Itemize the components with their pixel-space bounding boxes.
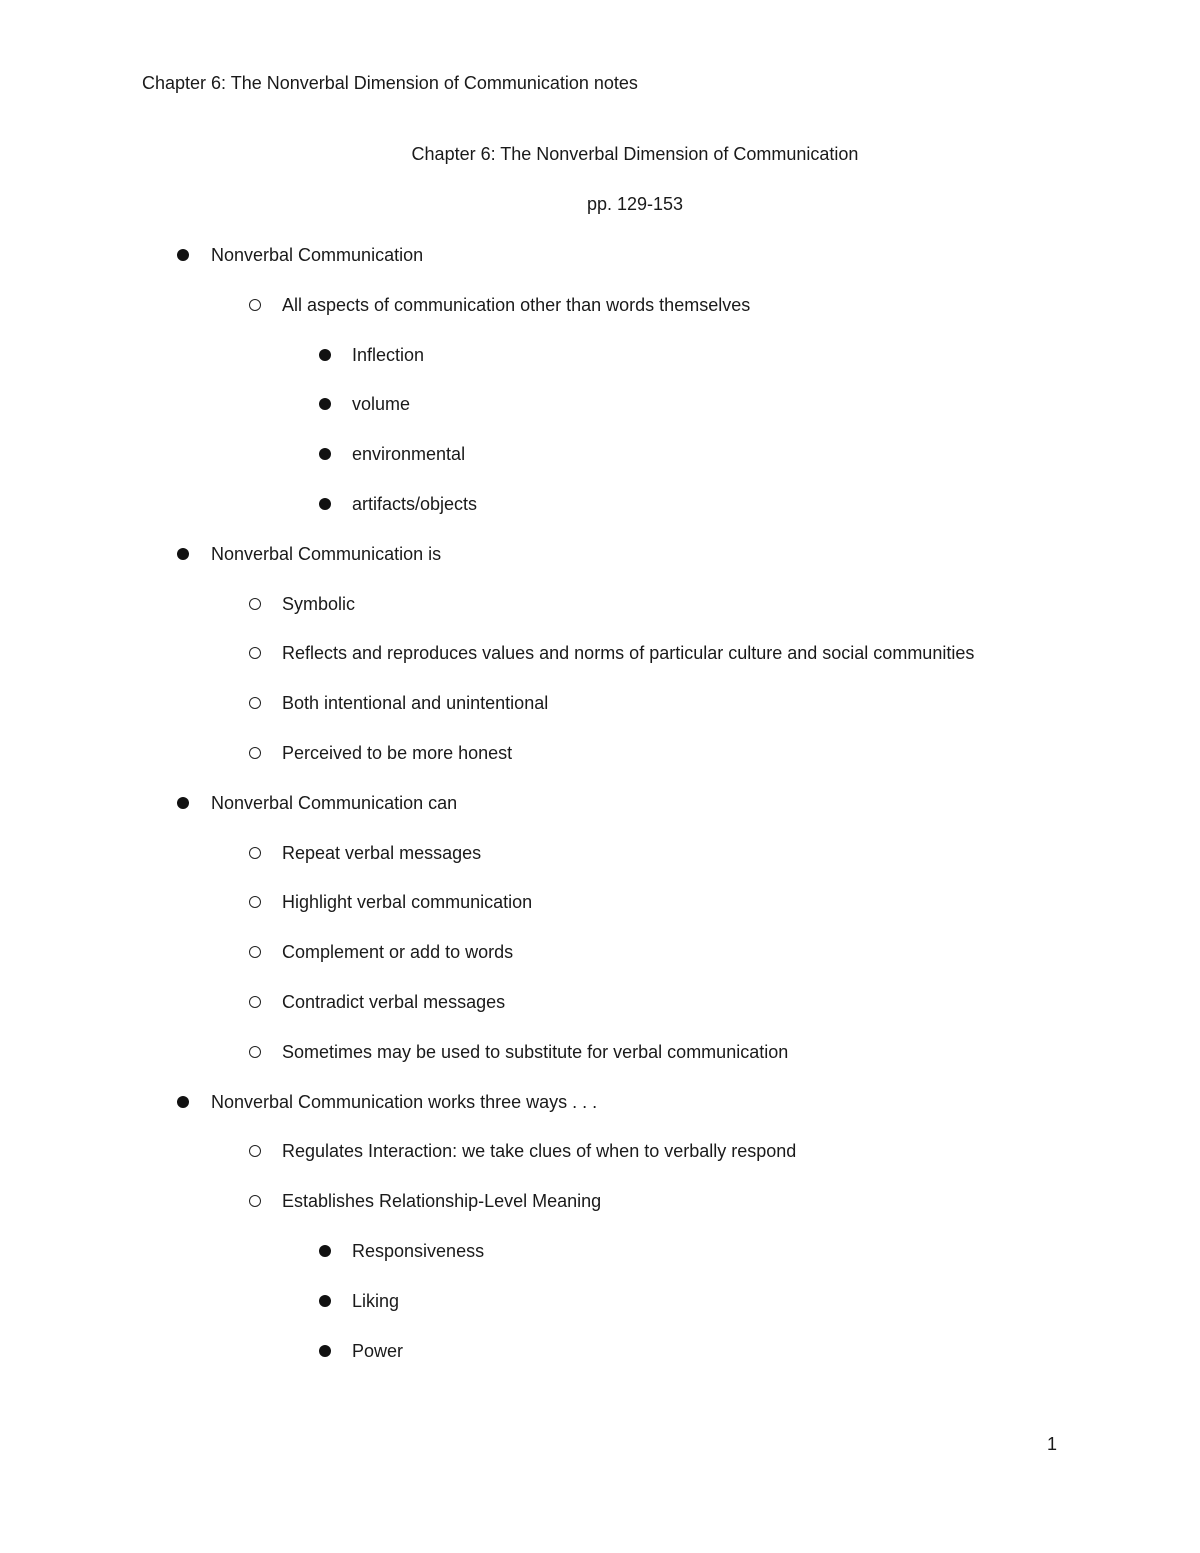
filled-bullet-icon — [319, 398, 331, 410]
hollow-bullet-icon — [249, 946, 261, 958]
list-item-text: Nonverbal Communication can — [211, 793, 458, 813]
list-item — [211, 792, 457, 814]
list-item — [282, 294, 750, 316]
chapter-title: Chapter 6: The Nonverbal Dimension of Communication — [411, 144, 859, 164]
list-item-text: Liking — [352, 1291, 400, 1311]
list-item-text: Power — [352, 1341, 404, 1361]
list-item-text: All aspects of communication other than words themselves — [282, 295, 751, 315]
document-header: Chapter 6: The Nonverbal Dimension of Communication notes — [142, 73, 638, 93]
hollow-bullet-icon — [249, 697, 261, 709]
list-item — [352, 393, 410, 415]
list-item-text: Repeat verbal messages — [282, 843, 482, 863]
list-item — [282, 1140, 796, 1162]
hollow-bullet-icon — [249, 647, 261, 659]
list-item — [352, 1290, 399, 1312]
list-item-text: Regulates Interaction: we take clues of when to verbally respond — [282, 1141, 797, 1161]
list-item — [282, 991, 505, 1013]
list-item — [352, 344, 424, 366]
hollow-bullet-icon — [249, 598, 261, 610]
filled-bullet-icon — [177, 797, 189, 809]
filled-bullet-icon — [319, 448, 331, 460]
list-item — [211, 244, 423, 266]
list-item — [352, 443, 465, 465]
filled-bullet-icon — [177, 1096, 189, 1108]
list-item-text: Both intentional and unintentional — [282, 693, 549, 713]
hollow-bullet-icon — [249, 1195, 261, 1207]
list-item-text: Responsiveness — [352, 1241, 485, 1261]
list-item-text: Establishes Relationship-Level Meaning — [282, 1191, 602, 1211]
hollow-bullet-icon — [249, 847, 261, 859]
list-item-text: Nonverbal Communication — [211, 245, 424, 265]
list-item-text: Nonverbal Communication is — [211, 544, 442, 564]
list-item-text: Symbolic — [282, 594, 356, 614]
list-item — [282, 642, 974, 664]
filled-bullet-icon — [319, 1245, 331, 1257]
hollow-bullet-icon — [249, 1046, 261, 1058]
list-item-text: Perceived to be more honest — [282, 743, 513, 763]
list-item-text: environmental — [352, 444, 466, 464]
list-item — [352, 1340, 403, 1362]
page-number: 1 — [1047, 1434, 1058, 1454]
list-item-text: Inflection — [352, 345, 425, 365]
list-item — [282, 742, 512, 764]
list-item — [282, 941, 513, 963]
list-item — [352, 1240, 484, 1262]
filled-bullet-icon — [319, 1345, 331, 1357]
hollow-bullet-icon — [249, 996, 261, 1008]
list-item — [282, 842, 481, 864]
list-item-text: Contradict verbal messages — [282, 992, 506, 1012]
filled-bullet-icon — [177, 548, 189, 560]
hollow-bullet-icon — [249, 299, 261, 311]
list-item — [211, 1091, 597, 1113]
filled-bullet-icon — [319, 498, 331, 510]
filled-bullet-icon — [319, 1295, 331, 1307]
filled-bullet-icon — [319, 349, 331, 361]
hollow-bullet-icon — [249, 747, 261, 759]
list-item-text: Complement or add to words — [282, 942, 514, 962]
list-item — [282, 692, 548, 714]
hollow-bullet-icon — [249, 1145, 261, 1157]
list-item-text: volume — [352, 394, 411, 414]
list-item-text: artifacts/objects — [352, 494, 478, 514]
list-item-text: Nonverbal Communication works three ways . . . — [211, 1092, 598, 1112]
list-item — [352, 493, 477, 515]
list-item-text: Reflects and reproduces values and norms of particular culture and social communities — [282, 643, 975, 663]
list-item — [282, 891, 532, 913]
filled-bullet-icon — [177, 249, 189, 261]
list-item-text: Highlight verbal communication — [282, 892, 533, 912]
list-item — [282, 593, 355, 615]
page-range: pp. 129-153 — [586, 194, 684, 214]
list-item — [282, 1041, 788, 1063]
list-item-text: Sometimes may be used to substitute for verbal communication — [282, 1042, 789, 1062]
list-item — [211, 543, 441, 565]
list-item — [282, 1190, 601, 1212]
hollow-bullet-icon — [249, 896, 261, 908]
